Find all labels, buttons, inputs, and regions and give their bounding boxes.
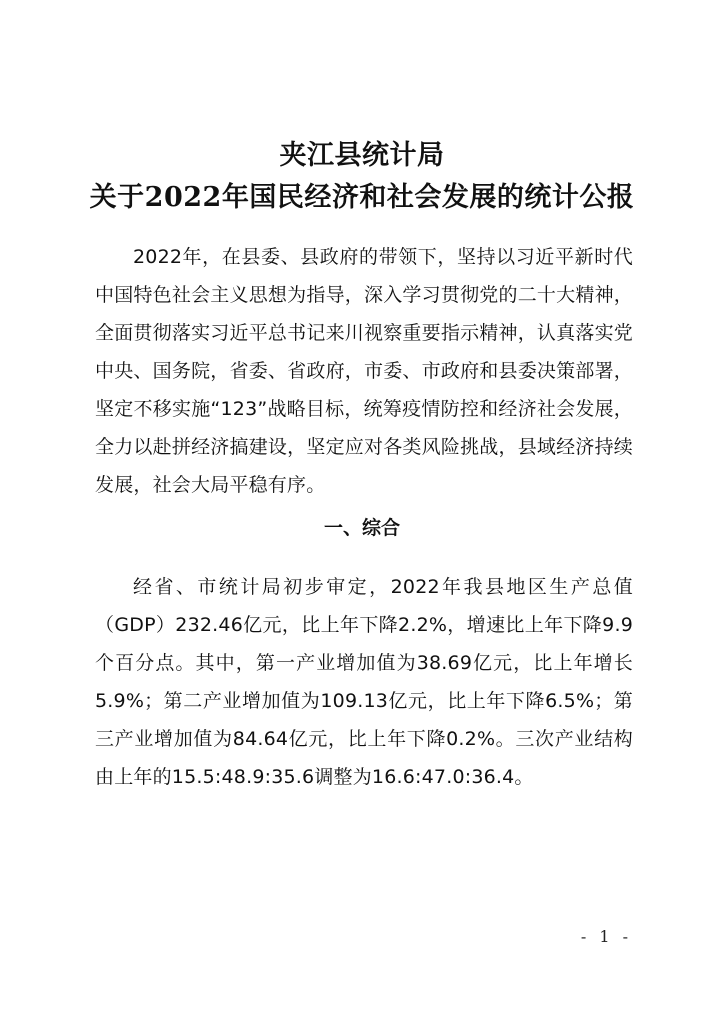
section-heading-comprehensive: 一、综合 xyxy=(323,517,400,539)
page-number: - 1 - xyxy=(580,927,632,946)
intro-paragraph: 2022年，在县委、县政府的带领下，坚持以习近平新时代中国特色社会主义思想为指导，深入学习贯彻党的二十大精神，全面贯彻落实习近平总书记来川视察重要指示精神，认真落实党中央、国务院，省委、省政府，市委、市政府和县委决策部署，坚定不移实施“123”战略目标，统筹疫情防控和经济社会发展，全力以赴拼经济搞建设，坚定应对各类风险挑战，县域经济持续发展，社会大局平稳有序。 xyxy=(95,246,633,496)
title-report: 关于2022年国民经济和社会发展的统计公报 xyxy=(89,182,635,213)
title-issuer: 夹江县统计局 xyxy=(279,140,445,171)
section-paragraph-comprehensive: 经省、市统计局初步审定，2022年我县地区生产总值（GDP）232.46亿元，比上年下降2.2%，增速比上年下降9.9个百分点。其中，第一产业增加值为38.69亿元，比上年增长5.9%；第二产业增加值为109.13亿元，比上年下降6.5%；第三产业增加值为84.64亿元，比上年下降0.2%。三次产业结构由上年的15.5:48.9:35.6调整为16.6:47.0:36.4。 xyxy=(95,576,633,788)
